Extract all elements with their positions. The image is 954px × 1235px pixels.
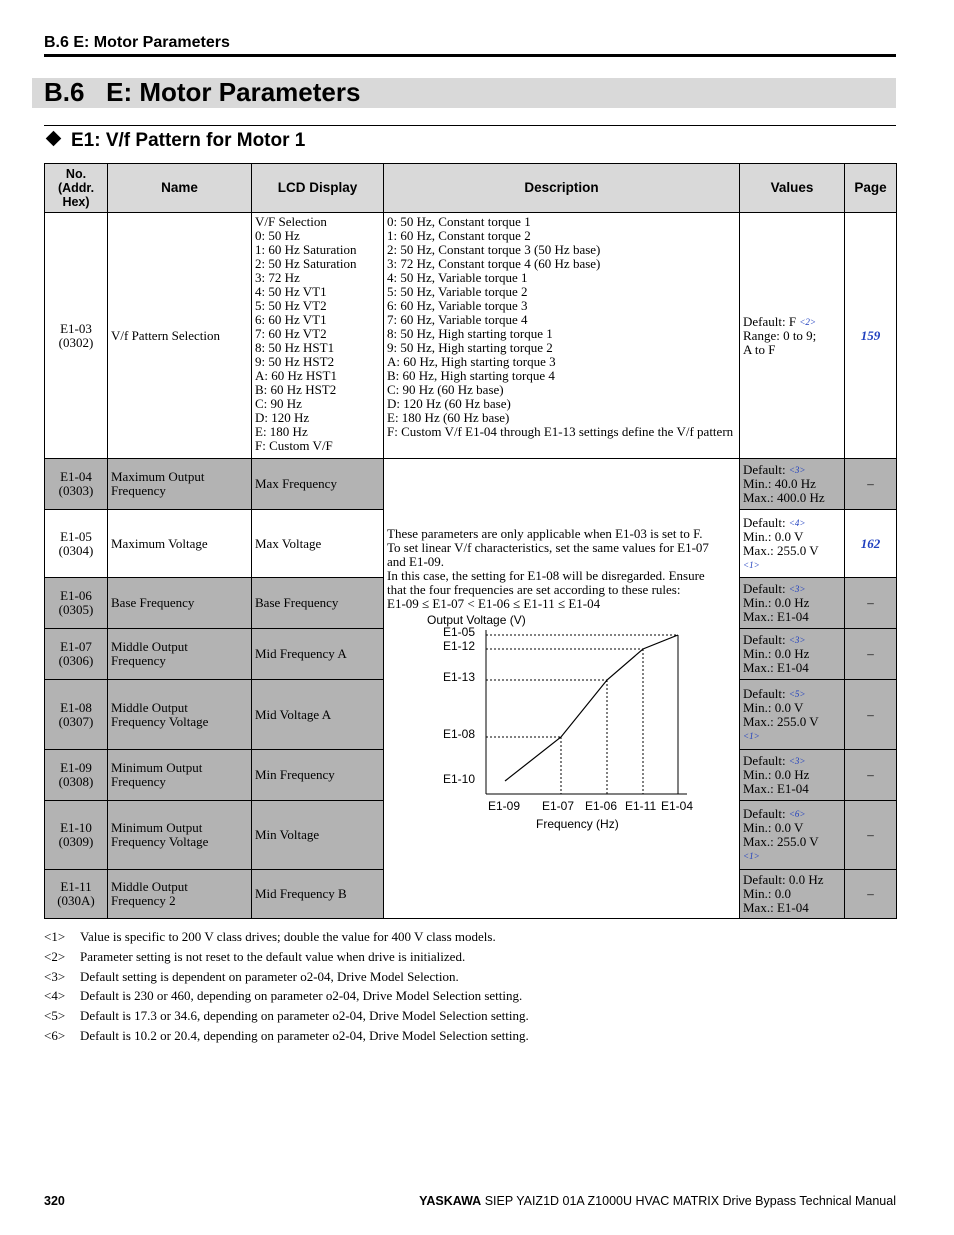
y-tick-label: E1-10 [443,772,476,786]
param-number: E1-05 (0304) [45,510,108,578]
footnote-ref[interactable]: <2> [799,316,816,327]
lcd-display: Mid Frequency B [252,870,384,919]
table-row [45,459,897,510]
vf-pattern-graph [387,613,737,843]
lcd-display: V/F Selection 0: 50 Hz 1: 60 Hz Saturation 2: 50 Hz Saturation 3: 72 Hz 4: 50 Hz VT1 5: 50 Hz VT2 6: 60 Hz VT1 7: 60 Hz VT2 8: 50 Hz HST1 9: 50 Hz HST2 A: 60 Hz HST1 B: 60 Hz HST2 C: 90 Hz D: 120 Hz E: 180 Hz F: Custom V/F [252,213,384,459]
page-ref-cell: – [845,578,897,629]
col-header-description: Description [384,164,740,213]
section-rule [44,125,896,126]
footnote: <4> Default is 230 or 460, depending on parameter o2-04, Drive Model Selection setting. [44,988,523,1004]
param-name: Middle Output Frequency [108,629,252,680]
page-ref-cell: – [845,870,897,919]
footnote-ref[interactable]: <1> [743,559,760,570]
footnote: <6> Default is 10.2 or 20.4, depending on parameter o2-04, Drive Model Selection setting. [44,1027,529,1043]
footnote-ref[interactable]: <1> [743,730,760,741]
x-tick-label: E1-06 [585,799,618,813]
page-ref-cell [845,510,897,578]
footnote-ref[interactable]: <6> [788,809,806,819]
subsection-heading [44,129,305,153]
description: 0: 50 Hz, Constant torque 1 1: 60 Hz, Constant torque 2 2: 50 Hz, Constant torque 3 (50 Hz base) 3: 72 Hz, Constant torque 4 (60 Hz base) 4: 50 Hz, Variable torque 1 5: 50 Hz, Variable torque 2 6: 60 Hz, Variable torque 3 7: 60 Hz, Variable torque 4 8: 50 Hz, High starting torque 1 9: 50 Hz, High starting torque 2 A: 60 Hz, High starting torque 3 B: 60 Hz, High starting torque 4 C: 90 Hz (60 Hz base) D: 120 Hz (60 Hz base) E: 180 Hz (60 Hz base) F: Custom V/f E1-04 through E1-13 settings define the V/f pattern [384,213,740,459]
footnote-ref[interactable]: <3> [788,465,806,475]
x-axis-label: Frequency (Hz) [536,817,619,831]
param-name: Middle Output Frequency Voltage [108,680,252,750]
values-cell: Default: $^{<3>}$ Min.: 0.0 Hz Max.: E1-04 [740,578,845,629]
vf-curve [505,635,678,781]
page-ref-cell: – [845,459,897,510]
x-tick-label: E1-09 [488,799,521,813]
x-tick-label: E1-04 [661,799,694,813]
values-cell: Default: $^{<5>}$ Min.: 0.0 V Max.: 255.0 V $^{<1>}$ [740,680,845,750]
footnote-ref[interactable]: <3> [788,756,806,766]
values-cell: Default: F $^{<2>}$ Range: 0 to 9; A to F [740,213,845,459]
param-name: V/f Pattern Selection [108,213,252,459]
param-number: E1-06 (0305) [45,578,108,629]
values-cell: Default: $^{<3>}$ Min.: 0.0 Hz Max.: E1-04 [740,750,845,801]
y-tick-label: E1-13 [443,670,476,684]
x-tick-label: E1-07 [542,799,575,813]
lcd-display: Max Frequency [252,459,384,510]
footnote: <3> Default setting is dependent on parameter o2-04, Drive Model Selection. [44,968,459,984]
y-tick-label: E1-08 [443,727,476,741]
y-tick-label: E1-05 [443,625,476,639]
values-cell: Default: $^{<3>}$ Min.: 40.0 Hz Max.: 400.0 Hz [740,459,845,510]
page-ref-cell: – [845,801,897,870]
param-number: E1-09 (0308) [45,750,108,801]
brand-name: YASKAWA [419,1194,482,1208]
lcd-display: Mid Frequency A [252,629,384,680]
values-cell: Default: 0.0 Hz Min.: 0.0 Max.: E1-04 [740,870,845,919]
page-ref-cell [845,213,897,459]
param-name: Minimum Output Frequency [108,750,252,801]
col-header-page: Page [845,164,897,213]
shared-description: These parameters are only applicable when E1-03 is set to F. To set linear V/f characteristics, set the same values for E1-07 and E1-09. In this case, the setting for E1-08 will be disregarded. Ensure that the four frequencies are set according to these rules: E1-09 ≤ E1-07 < E1-06 ≤ E1-11 ≤ E1-04 [387,526,709,611]
running-head: B.6 E: Motor Parameters [44,34,230,51]
param-name: Middle Output Frequency 2 [108,870,252,919]
footnote-ref[interactable]: <5> [788,688,806,699]
page-ref-cell: – [845,680,897,750]
page-ref-cell: – [845,629,897,680]
footnote-ref[interactable]: <3> [788,635,806,645]
values-cell: Default: $^{<4>}$ Min.: 0.0 V Max.: 255.0 V $^{<1>}$ [740,510,845,578]
y-axis-label: Output Voltage (V) [427,613,526,627]
section-title: B.6 E: Motor Parameters [44,77,361,107]
footnote: <2> Parameter setting is not reset to the default value when drive is initialized. [44,948,466,964]
footnote: <5> Default is 17.3 or 34.6, depending on parameter o2-04, Drive Model Selection setting. [44,1008,529,1024]
values-cell: Default: $^{<3>}$ Min.: 0.0 Hz Max.: E1-04 [740,629,845,680]
lcd-display: Base Frequency [252,578,384,629]
parameter-table [44,163,897,919]
lcd-display: Min Voltage [252,801,384,870]
header-rule [44,54,896,57]
param-name: Minimum Output Frequency Voltage [108,801,252,870]
footnote-ref[interactable]: <1> [743,851,760,861]
values-cell: Default: $^{<6>}$ Min.: 0.0 V Max.: 255.0 V $^{<1>}$ [740,801,845,870]
param-number: E1-08 (0307) [45,680,108,750]
col-header-name: Name [108,164,252,213]
param-name: Maximum Voltage [108,510,252,578]
param-name: Maximum Output Frequency [108,459,252,510]
y-tick-label: E1-12 [443,639,476,653]
table-row [45,213,897,459]
col-header-lcd: LCD Display [252,164,384,213]
lcd-display: Mid Voltage A [252,680,384,750]
page-link[interactable]: 159 [860,327,881,343]
param-number: E1-04 (0303) [45,459,108,510]
col-header-values: Values [740,164,845,213]
footnote-ref[interactable]: <3> [788,584,806,594]
param-number: E1-07 (0306) [45,629,108,680]
param-number: E1-03 (0302) [45,213,108,459]
lcd-display: Min Frequency [252,750,384,801]
shared-description-cell [384,459,740,919]
param-number: E1-10 (0309) [45,801,108,870]
footnotes [44,927,529,1046]
page-number: 320 [44,1194,65,1208]
lcd-display: Max Voltage [252,510,384,578]
col-header-no: No. (Addr. Hex) [45,164,108,213]
diamond-bullet-icon [46,131,62,147]
page-link[interactable]: 162 [860,535,881,551]
param-number: E1-11 (030A) [45,870,108,919]
x-tick-label: E1-11 [625,799,657,813]
subsection-title: E1: V/f Pattern for Motor 1 [71,130,306,151]
page-ref-cell: – [845,750,897,801]
manual-title: YASKAWA SIEP YAIZ1D 01A Z1000U HVAC MATRIX Drive Bypass Technical Manual [419,1194,896,1208]
footnote-ref[interactable]: <4> [788,517,806,528]
param-name: Base Frequency [108,578,252,629]
footnote: <1> Value is specific to 200 V class drives; double the value for 400 V class models. [44,929,496,944]
